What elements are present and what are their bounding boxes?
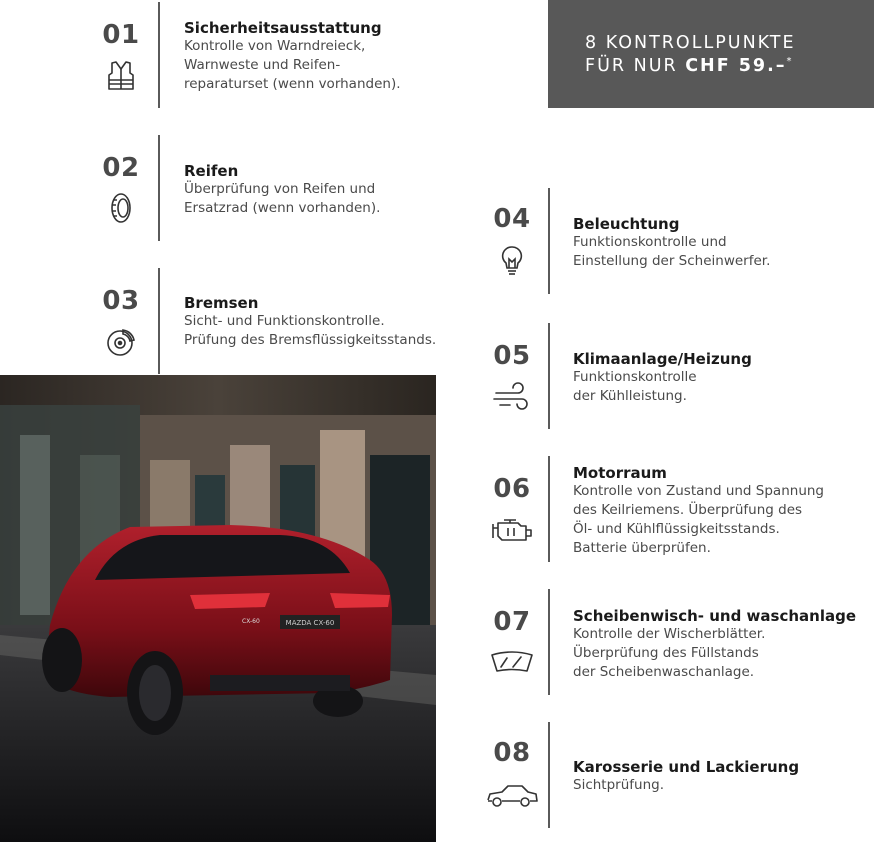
model-badge-text: CX-60 [242, 618, 260, 625]
checkpoint-number: 04 [493, 204, 531, 234]
checkpoint-title: Beleuchtung [573, 215, 680, 233]
safety-vest-icon [105, 59, 137, 91]
checkpoint-description: Sicht- und Funktionskontrolle. Prüfung des Bremsflüssigkeitsstands. [184, 313, 437, 348]
checkpoint-number: 03 [102, 286, 140, 316]
light-bulb-icon [496, 244, 528, 276]
banner-line-2 [585, 56, 792, 76]
checkpoint-description: Kontrolle von Zustand und Spannung des Keilriemens. Überprüfung des Öl- und Kühlflüssigkeitsstands. Batterie überprüfen. [573, 483, 824, 556]
windshield-icon [489, 647, 535, 679]
checkpoint-number: 06 [493, 474, 531, 504]
divider [158, 135, 160, 241]
checkpoint-title: Reifen [184, 162, 239, 180]
checkpoint-number: 02 [102, 153, 140, 183]
checkpoint-description: Sichtprüfung. [573, 777, 664, 793]
banner-price: CHF 59.– [685, 56, 787, 76]
checkpoint-description: Kontrolle der Wischerblätter. Überprüfung des Füllstands der Scheibenwaschanlage. [573, 626, 766, 680]
divider [548, 589, 550, 695]
checkpoint-number: 05 [493, 341, 531, 371]
checkpoint-description: Funktionskontrolle und Einstellung der Scheinwerfer. [573, 234, 771, 269]
brake-disc-icon [105, 326, 137, 358]
checkpoint-title: Scheibenwisch- und waschanlage [573, 607, 856, 625]
checkpoint-title: Sicherheitsausstattung [184, 19, 382, 37]
checkpoint-description: Überprüfung von Reifen und Ersatzrad (wenn vorhanden). [184, 181, 381, 216]
checkpoint-number: 01 [102, 20, 140, 50]
divider [548, 456, 550, 562]
checkpoint-title: Klimaanlage/Heizung [573, 350, 752, 368]
checkpoint-number: 08 [493, 738, 531, 768]
car-photo [0, 375, 436, 842]
banner-footnote: * [786, 56, 792, 68]
banner-prefix: FÜR NUR [585, 56, 686, 76]
car-body-icon [484, 780, 540, 812]
divider [548, 188, 550, 294]
divider [158, 268, 160, 374]
divider [158, 2, 160, 108]
license-plate-text: MAZDA CX-60 [285, 619, 335, 627]
checkpoint-title: Bremsen [184, 294, 259, 312]
checkpoint-description: Kontrolle von Warndreieck, Warnweste und Reifen- reparaturset (wenn vorhanden). [184, 38, 401, 92]
air-flow-icon [492, 381, 532, 413]
checkpoint-title: Motorraum [573, 464, 667, 482]
tire-icon [105, 192, 137, 224]
divider [548, 722, 550, 828]
price-banner [548, 0, 874, 108]
checkpoint-title: Karosserie und Lackierung [573, 758, 800, 776]
checkpoint-number: 07 [493, 607, 531, 637]
divider [548, 323, 550, 429]
checkpoint-description: Funktionskontrolle der Kühlleistung. [573, 369, 697, 404]
engine-icon [488, 514, 536, 546]
banner-line-1: 8 KONTROLLPUNKTE [585, 33, 796, 53]
